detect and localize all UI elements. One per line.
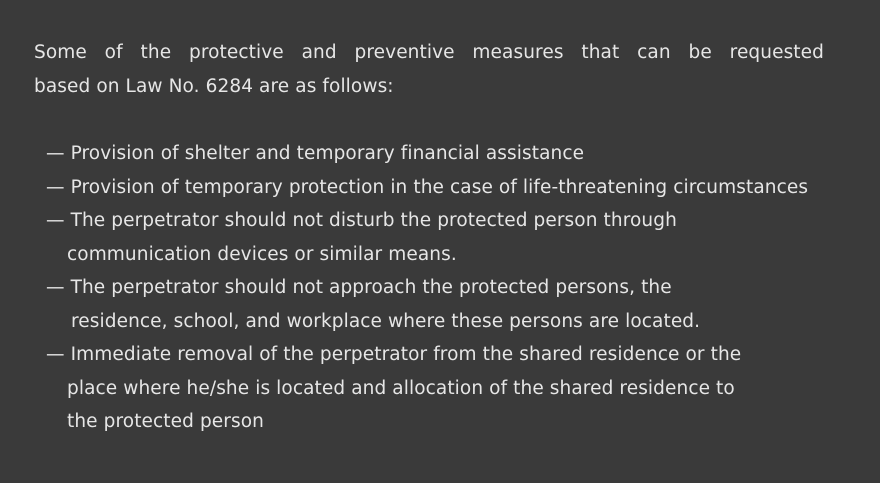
list-item: [46, 338, 846, 439]
intro-line: based on Law No. 6284 are as follows:: [34, 76, 394, 97]
measures-list: [46, 137, 846, 439]
list-item: [46, 271, 846, 338]
list-item-line: — Immediate removal of the perpetrator from the shared residence or the: [46, 344, 742, 365]
list-item-continuation: communication devices or similar means.: [67, 243, 457, 265]
list-item-line: — Provision of temporary protection in the case of life-threatening circumstances: [46, 176, 809, 198]
list-item-line: — The perpetrator should not disturb the protected person through: [46, 210, 677, 231]
list-item-line: — Provision of shelter and temporary financial assistance: [46, 143, 585, 164]
intro-line: Some of the protective and preventive measures that can be requested: [34, 42, 824, 63]
list-item-continuation: the protected person: [67, 411, 264, 432]
list-item: [46, 171, 846, 205]
list-item-line: — The perpetrator should not approach the protected persons, the: [46, 277, 672, 298]
list-item-continuation: residence, school, and workplace where these persons are located.: [71, 310, 701, 332]
list-item: [46, 137, 846, 171]
list-item-continuation: place where he/she is located and allocation of the shared residence to: [67, 377, 735, 399]
intro-paragraph: [34, 36, 824, 104]
list-item: [46, 204, 846, 271]
